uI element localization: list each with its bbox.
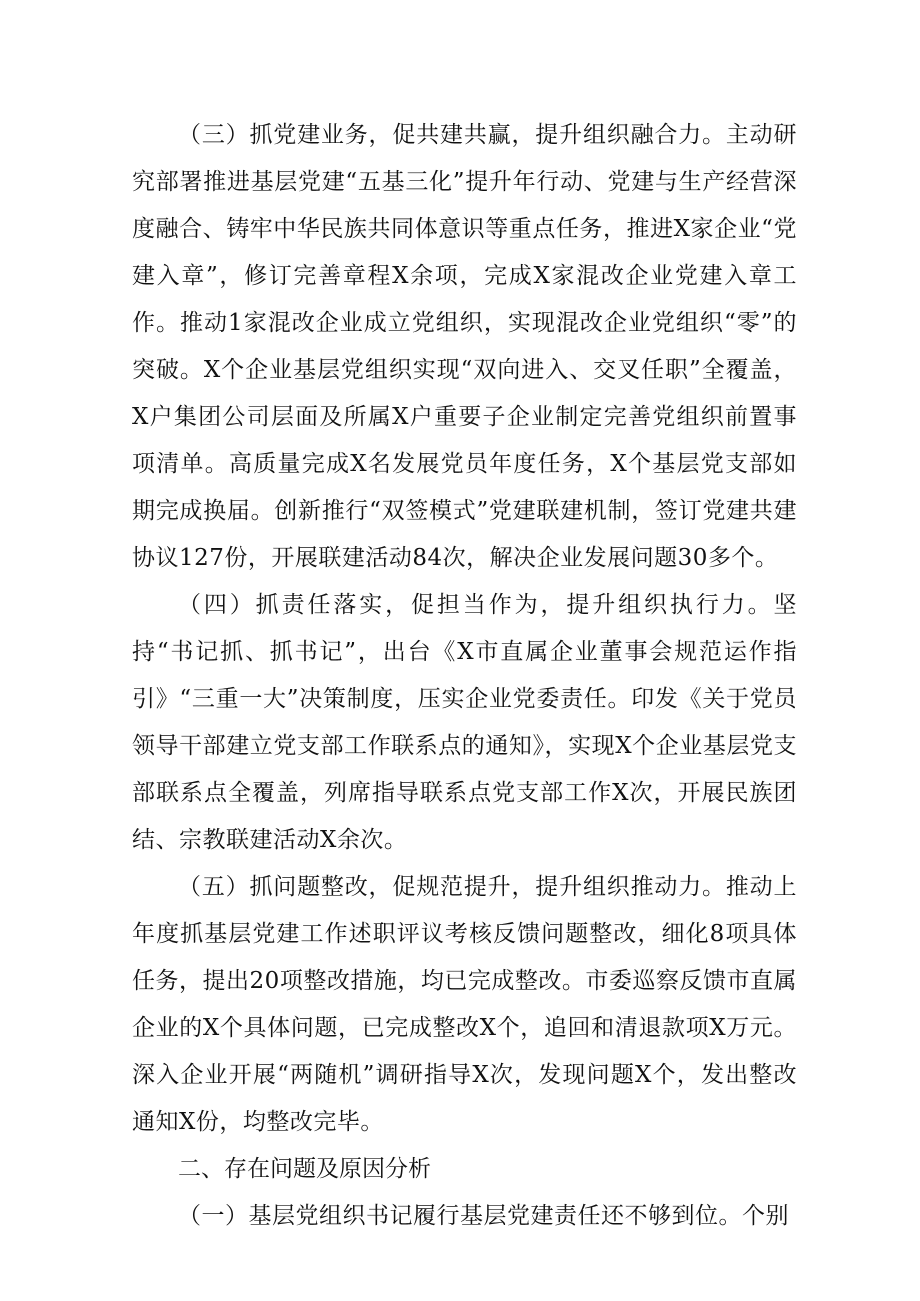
paragraph-party-secretary-responsibility: （一）基层党组织书记履行基层党建责任还不够到位。个别 — [178, 1203, 789, 1229]
section-heading: 二、存在问题及原因分析 — [178, 1156, 431, 1182]
paragraph-problem-rectification: （五）抓问题整改，促规范提升，提升组织推动力。推动上年度抓基层党建工作述职评议考核反馈问题整改，细化8项具体任务，提出20项整改措施，均已完成整改。市委巡察反馈市直属企业的X个具体问题，已完成整改X个，追回和清退款项X万元。深入企业开展“两随机”调研指导X次，发现问题X个，发出整改通知X份，均整改完毕。 — [132, 874, 797, 1135]
paragraph-party-building-business: （三）抓党建业务，促共建共赢，提升组织融合力。主动研究部署推进基层党建“五基三化”提升年行动、党建与生产经营深度融合、铸牢中华民族共同体意识等重点任务，推进X家企业“党建入章”，修订完善章程X余项，完成X家混改企业党建入章工作。推动1家混改企业成立党组织，实现混改企业党组织“零”的突破。X个企业基层党组织实现“双向进入、交叉任职”全覆盖，X户集团公司层面及所属X户重要子企业制定完善党组织前置事项清单。高质量完成X名发展党员年度任务，X个基层党支部如期完成换届。创新推行“双签模式”党建联建机制，签订党建共建协议127份，开展联建活动84次，解决企业发展问题30多个。 — [132, 122, 797, 571]
paragraph-responsibility-implementation: （四）抓责任落实，促担当作为，提升组织执行力。坚持“书记抓、抓书记”，出台《X市直属企业董事会规范运作指引》“三重一大”决策制度，压实企业党委责任。印发《关于党员领导干部建立党支部工作联系点的通知》，实现X个企业基层党支部联系点全覆盖，列席指导联系点党支部工作X次，开展民族团结、宗教联建活动X余次。 — [132, 592, 797, 853]
document-body — [132, 112, 797, 1240]
